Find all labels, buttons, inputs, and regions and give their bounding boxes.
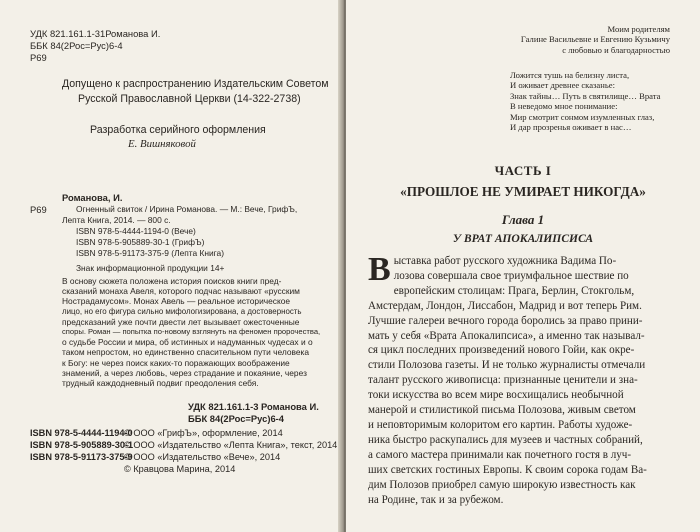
bbk-footer: ББК 84(2Рос=Рус)6-4: [188, 413, 284, 424]
drop-cap: В: [368, 251, 391, 288]
epigraph-line: И дар прозренья оживает в нас…: [510, 122, 632, 133]
chapter-title: У ВРАТ АПОКАЛИПСИСА: [452, 232, 594, 245]
annotation-line: предсказаний уже почти двести лет вызывает ожесточенные: [62, 316, 300, 327]
chapter-body: [368, 251, 686, 507]
author-name: Романова, И.: [62, 192, 123, 203]
body-line: ся цикл последних произведений нового Гойи, как окре-: [368, 344, 635, 357]
isbn-footer-line: ISBN 978-5-91173-375-9: [30, 452, 133, 462]
body-line: а самого мастера принимали как почетного гостя в луч-: [368, 448, 632, 461]
epigraph-line: Мир смотрит сонмом изумленных глаз,: [510, 111, 655, 122]
epigraph-line: В неведомо мное понимание:: [510, 101, 618, 112]
approval-line-1: Допущено к распространению Издательским Советом: [62, 78, 329, 90]
annotation-line: трудный каждодневный подвиг преодоления себя.: [62, 378, 259, 389]
epigraph-line: Знак тайны… Путь в святилище… Врата: [510, 90, 661, 101]
annotation-line: сказаний монаха Авеля, которого подчас называют «русским: [62, 286, 300, 297]
body-line: ыставка работ русского художника Вадима По-: [393, 255, 617, 267]
annotation-line: о судьбе России и мира, об истинных и надуманных чудесах и о: [62, 337, 313, 348]
isbn-line: ISBN 978-5-91173-375-9 (Лепта Книга): [76, 248, 224, 258]
dedication-line: Моим родителям: [607, 24, 670, 34]
epigraph-line: И оживает древнее сказанье:: [510, 80, 615, 91]
copyright-line: © ООО «Издательство «Лепта Книга», текст, 2014: [124, 440, 338, 450]
body-line: дим Полозов приобрел самую широкую известность как: [368, 478, 636, 491]
copyright-line: © ООО «ГрифЪ», оформление, 2014: [124, 428, 283, 438]
body-line: Лучшие галереи вечного города боролись за право прини-: [368, 314, 643, 327]
code-side: Р69: [30, 204, 47, 215]
copyright-line: © Кравцова Марина, 2014: [124, 464, 236, 474]
approval-line-2: Русской Православной Церкви (14-322-2738): [78, 93, 301, 105]
annotation-line: таком непростом, но единственно спасительном пути человека: [62, 347, 310, 358]
dedication-line: с любовью и благодарностью: [562, 44, 670, 55]
copyright-line: © ООО «Издательство «Вече», 2014: [124, 452, 281, 462]
annotation-line: лицо, но его фигура сильно мифологизирована, а достоверность: [62, 306, 302, 316]
body-line: талант русского живописца: признанные ценители и зна-: [368, 374, 638, 387]
udk-header: УДК 821.161.1-31Романова И.: [30, 28, 161, 39]
part-title: «ПРОШЛОЕ НЕ УМИРАЕТ НИКОГДА»: [400, 184, 646, 199]
isbn-line: ISBN 978-5-4444-1194-0 (Вече): [76, 226, 196, 236]
epigraph-line: Ложится тушь на белизну листа,: [510, 70, 630, 80]
udk-footer: УДК 821.161.1-3 Романова И.: [188, 401, 319, 412]
age-mark: Знак информационной продукции 14+: [76, 263, 225, 273]
annotation-line: знамений, а через любовь, через страдание и покаяние, через: [62, 367, 307, 378]
left-page: [0, 0, 342, 532]
annotation-line: Нострадамусом». Монах Авель — реальное историческое: [62, 296, 291, 307]
design-label: Разработка серийного оформления: [90, 124, 266, 136]
designer-name: Е. Вишняковой: [128, 138, 196, 150]
bbk-header: ББК 84(2Рос=Рус)6-4: [30, 40, 123, 51]
right-page: [346, 0, 700, 532]
dedication: [521, 24, 670, 55]
record-title: Огненный свиток / Ирина Романова. — М.: Вече, ГрифЪ,: [76, 204, 298, 214]
chapter-label: Глава 1: [501, 212, 545, 227]
record-publisher: Лепта Книга, 2014. — 800 с.: [62, 215, 171, 225]
isbn-footer-line: ISBN 978-5-4444-1194-0: [30, 428, 133, 438]
body-line: ших светских гостиных Европы. К своим сорока годам Ва-: [368, 463, 647, 476]
isbn-footer-line: ISBN 978-5-905889-30-1: [30, 440, 134, 450]
code-header: Р69: [30, 52, 47, 63]
body-line: токи искусства во всем мире восхищались необычной: [368, 389, 624, 402]
body-line: манерой и стилистикой письма Полозова, живым светом: [368, 404, 636, 417]
annotation-line: споры. Роман — попытка по-новому взглянуть на феномен пророчества,: [62, 327, 321, 337]
body-line: мать у себя «Врата Апокалипсиса», а именно так называл-: [368, 329, 645, 342]
body-line: стили Полозова газеты. И не только журналисты отмечали: [368, 359, 646, 372]
body-line: Амстердам, Лондон, Лиссабон, Мадрид и вот теперь Рим.: [368, 299, 642, 312]
part-label: ЧАСТЬ I: [494, 163, 552, 178]
annotation-line: В основу сюжета положена история поисков книги пред-: [62, 276, 282, 286]
body-line: на Родине, так и за рубежом.: [368, 493, 504, 506]
epigraph: [510, 70, 660, 132]
isbn-line: ISBN 978-5-905889-30-1 (ГрифЪ): [76, 237, 205, 247]
body-line: европейским столицам: Прага, Берлин, Стокгольм,: [393, 284, 635, 297]
body-line: лозова совершала свое триумфальное шествие по: [393, 269, 629, 282]
body-line: и неповторимым колоритом его картин. Работы художе-: [368, 418, 633, 431]
annotation: [62, 276, 332, 388]
annotation-line: к Богу: не через поиск каких-то поражающих воображение: [62, 357, 290, 368]
dedication-line: Галине Васильевне и Евгению Кузьмичу: [520, 34, 670, 45]
body-line: ника быстро раскупались для музеев и частных собраний,: [368, 433, 643, 446]
